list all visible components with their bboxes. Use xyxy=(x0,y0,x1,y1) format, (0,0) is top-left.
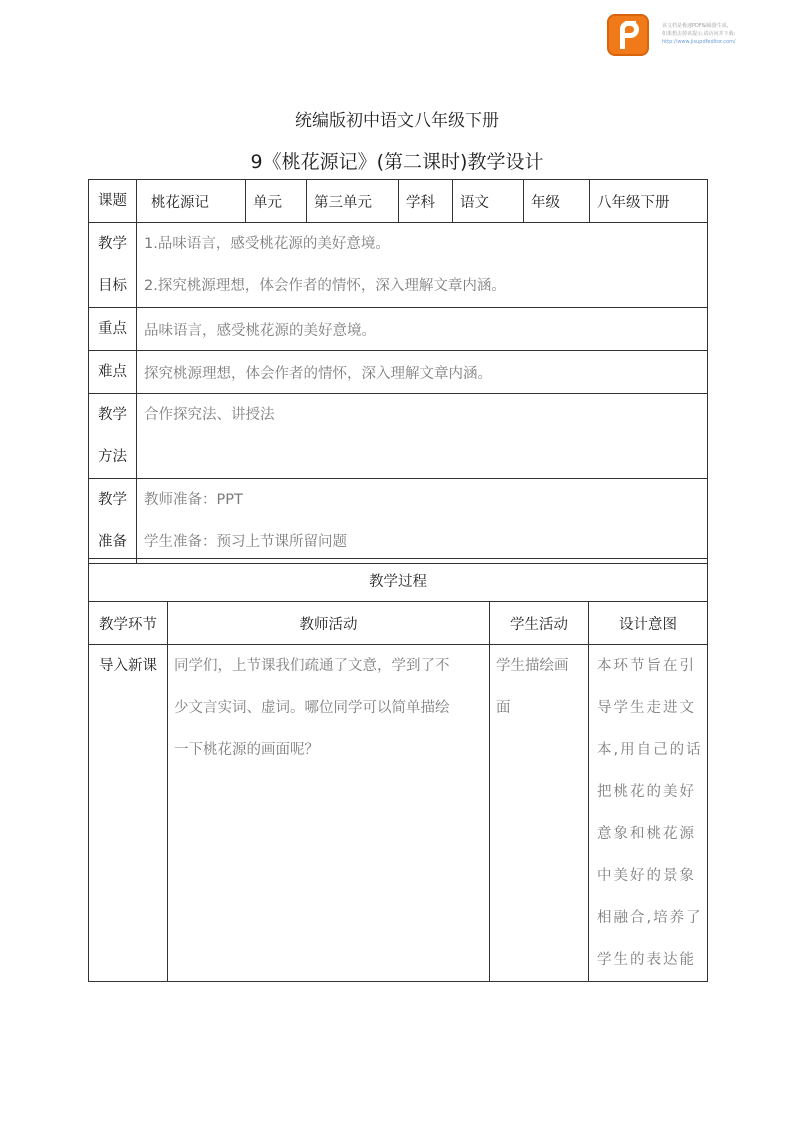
method-text: 合作探究法、讲授法 xyxy=(137,394,708,479)
stage-cell: 导入新课 xyxy=(89,645,168,982)
pdf-p-logo-icon xyxy=(607,14,649,56)
prep-label: 教学 准备 xyxy=(89,479,137,564)
document-title: 统编版初中语文八年级下册 xyxy=(295,111,499,131)
method-label: 教学 方法 xyxy=(89,394,137,479)
unit-value: 第三单元 xyxy=(307,180,399,223)
difficulty-label: 难点 xyxy=(89,351,137,394)
info-row xyxy=(89,180,708,223)
watermark-url[interactable]: http://www.jisupdfeditor.com/ xyxy=(662,39,736,45)
unit-label: 单元 xyxy=(246,180,307,223)
goal-item: 2.探究桃源理想，体会作者的情怀，深入理解文章内涵。 xyxy=(144,278,506,294)
prep-content xyxy=(137,479,708,564)
goal-item: 1.品味语言，感受桃花源的美好意境。 xyxy=(144,236,390,252)
topic-value: 桃花源记 xyxy=(137,180,246,223)
goals-row xyxy=(89,223,708,308)
teacher-activity-cell: 同学们，上节课我们疏通了文意，学到了不 少文言实词、虚词。哪位同学可以简单描绘 一下桃花源的画面呢？ xyxy=(168,645,490,982)
topic-label: 课题 xyxy=(89,180,137,223)
header-student-activity: 学生活动 xyxy=(490,602,589,645)
key-point-label: 重点 xyxy=(89,308,137,351)
teaching-process-table xyxy=(88,558,708,982)
difficulty-row xyxy=(89,351,708,394)
prep-row xyxy=(89,479,708,564)
process-row xyxy=(89,645,708,982)
grade-label: 年级 xyxy=(524,180,590,223)
teacher-prep: 教师准备：PPT xyxy=(144,492,243,508)
goals-label: 教学 目标 xyxy=(89,223,137,308)
key-point-text: 品味语言，感受桃花源的美好意境。 xyxy=(137,308,708,351)
student-activity-cell: 学生描绘画 面 xyxy=(490,645,589,982)
watermark-line-1: 该文档是极速PDF编辑器生成, xyxy=(662,23,729,29)
process-title-row xyxy=(89,559,708,602)
lesson-info-table xyxy=(88,179,708,564)
design-intent-cell: 本环节旨在引 导学生走进文 本,用自己的话 把桃花的美好 意象和桃花源 中美好的景象 相融合,培养了 学生的表达能 xyxy=(589,645,708,982)
watermark-note xyxy=(662,22,782,46)
process-title: 教学过程 xyxy=(89,559,708,602)
subject-value: 语文 xyxy=(453,180,524,223)
difficulty-text: 探究桃源理想，体会作者的情怀，深入理解文章内涵。 xyxy=(137,351,708,394)
header-design-intent: 设计意图 xyxy=(589,602,708,645)
goals-content xyxy=(137,223,708,308)
student-prep: 学生准备：预习上节课所留问题 xyxy=(144,534,347,550)
key-point-row xyxy=(89,308,708,351)
process-header-row xyxy=(89,602,708,645)
lesson-title: 9《桃花源记》(第二课时)教学设计 xyxy=(250,151,544,173)
method-row xyxy=(89,394,708,479)
watermark-line-2: 如果想去掉该提示,请访问并下载: xyxy=(662,31,736,37)
grade-value: 八年级下册 xyxy=(590,180,708,223)
header-teacher-activity: 教师活动 xyxy=(168,602,490,645)
subject-label: 学科 xyxy=(399,180,453,223)
header-stage: 教学环节 xyxy=(89,602,168,645)
